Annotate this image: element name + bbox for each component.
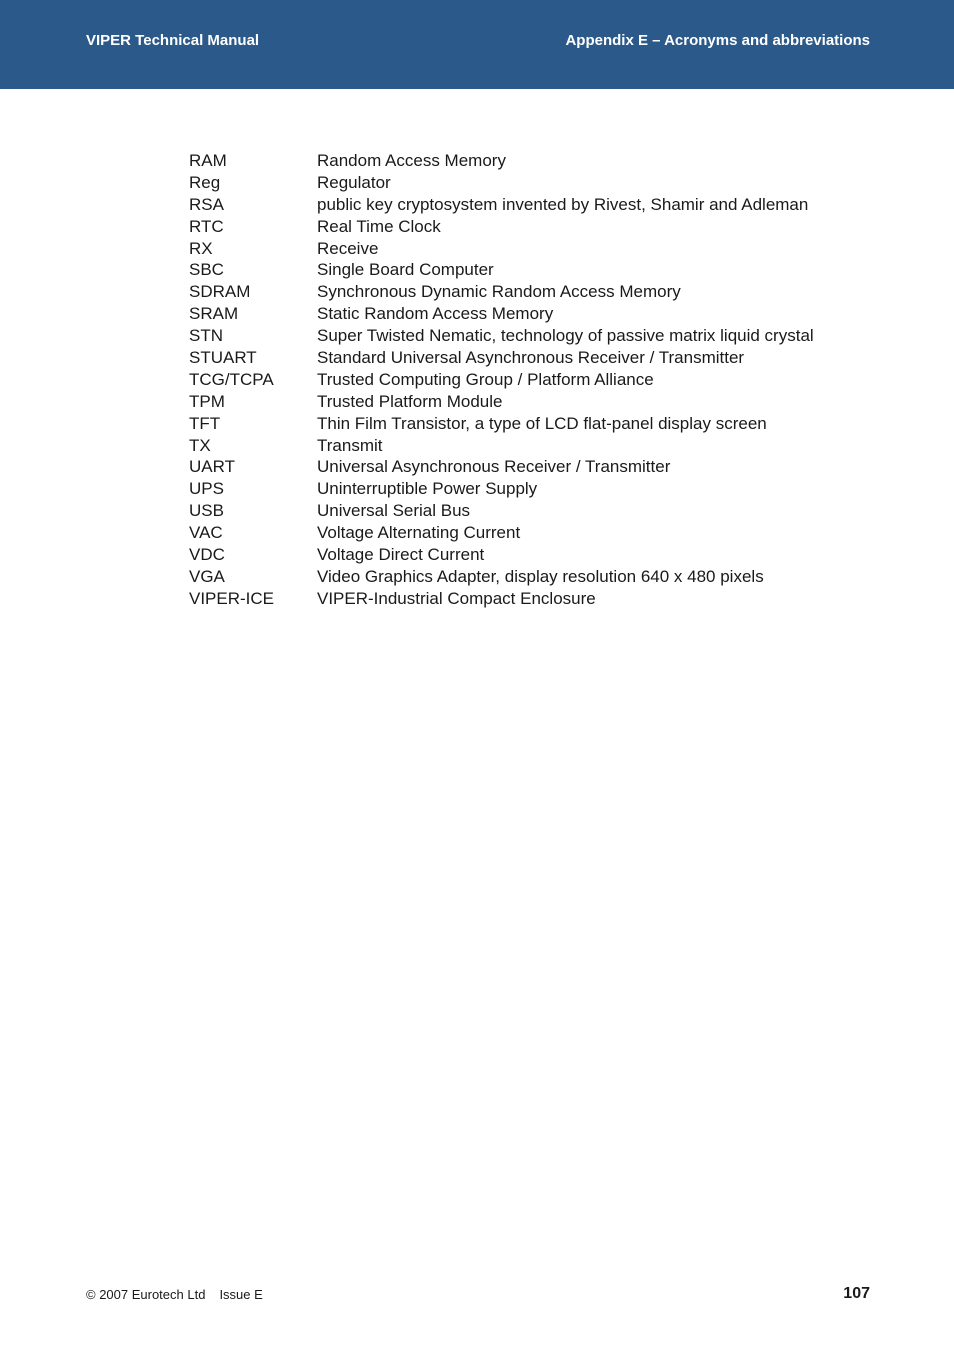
acronym-list [189, 150, 889, 610]
acronym-definition: Regulator [317, 172, 391, 192]
acronym-row [189, 216, 889, 238]
acronym-row [189, 150, 889, 172]
acronym-definition: Thin Film Transistor, a type of LCD flat-panel display screen [317, 413, 767, 433]
acronym-row [189, 500, 889, 522]
acronym-definition: Single Board Computer [317, 260, 494, 280]
acronym-definition: Real Time Clock [317, 216, 441, 236]
acronym-row [189, 413, 889, 435]
acronym-row [189, 391, 889, 413]
acronym-term: TX [189, 435, 211, 455]
acronym-definition: Random Access Memory [317, 151, 506, 170]
issue-text: Issue E [219, 1287, 263, 1302]
acronym-definition: Trusted Platform Module [317, 391, 503, 411]
page-number: 107 [843, 1285, 870, 1302]
acronym-definition: Video Graphics Adapter, display resolution 640 x 480 pixels [317, 566, 764, 586]
acronym-row [189, 347, 889, 369]
acronym-row [189, 259, 889, 281]
acronym-term: RSA [189, 194, 224, 214]
acronym-term: STUART [189, 348, 257, 368]
acronym-row [189, 566, 889, 588]
acronym-definition: Standard Universal Asynchronous Receiver / Transmitter [317, 348, 745, 368]
acronym-term: VDC [189, 545, 225, 565]
acronym-definition: Transmit [317, 435, 383, 455]
acronym-term: SBC [189, 260, 224, 280]
acronym-row [189, 522, 889, 544]
acronym-term: TPM [189, 391, 225, 411]
acronym-definition: Static Random Access Memory [317, 304, 554, 324]
acronym-term: VAC [189, 523, 223, 543]
acronym-definition: Universal Serial Bus [317, 501, 471, 521]
acronym-term: STN [189, 326, 223, 346]
footer-left [86, 1287, 263, 1302]
acronym-row [189, 588, 889, 610]
acronym-term: SDRAM [189, 282, 251, 302]
acronym-row [189, 435, 889, 457]
acronym-row [189, 172, 889, 194]
acronym-term: VIPER-ICE [189, 588, 275, 608]
acronym-term: VGA [189, 566, 225, 586]
acronym-definition: Universal Asynchronous Receiver / Transmitter [317, 457, 671, 477]
acronym-definition: Super Twisted Nematic, technology of passive matrix liquid crystal [317, 326, 814, 346]
acronym-row [189, 303, 889, 325]
acronym-definition: Receive [317, 238, 379, 258]
acronym-term: SRAM [189, 304, 239, 324]
acronym-row [189, 544, 889, 566]
acronym-row [189, 478, 889, 500]
acronym-row [189, 456, 889, 478]
acronym-definition: VIPER-Industrial Compact Enclosure [317, 588, 596, 608]
acronym-row [189, 281, 889, 303]
acronym-term: TFT [189, 413, 221, 433]
acronym-term: TCG/TCPA [189, 369, 274, 389]
manual-title: VIPER Technical Manual [86, 32, 260, 49]
header-band [0, 0, 954, 89]
acronym-row [189, 194, 889, 216]
acronym-term: RTC [189, 216, 224, 236]
acronym-term: RAM [189, 151, 227, 170]
acronym-row [189, 325, 889, 347]
acronym-definition: Voltage Direct Current [317, 545, 485, 565]
acronym-definition: Voltage Alternating Current [317, 523, 521, 543]
acronym-row [189, 238, 889, 260]
section-title: Appendix E – Acronyms and abbreviations [565, 32, 870, 49]
acronym-term: USB [189, 501, 224, 521]
acronym-row [189, 369, 889, 391]
acronym-term: Reg [189, 172, 221, 192]
acronym-definition: Synchronous Dynamic Random Access Memory [317, 282, 681, 302]
acronym-definition: Trusted Computing Group / Platform Alliance [317, 369, 654, 389]
copyright-text: © 2007 Eurotech Ltd [86, 1287, 206, 1302]
acronym-definition: Uninterruptible Power Supply [317, 479, 538, 499]
acronym-term: UPS [189, 479, 224, 499]
acronym-definition: public key cryptosystem invented by Rivest, Shamir and Adleman [317, 194, 809, 214]
acronym-term: RX [189, 238, 213, 258]
acronym-term: UART [189, 457, 235, 477]
